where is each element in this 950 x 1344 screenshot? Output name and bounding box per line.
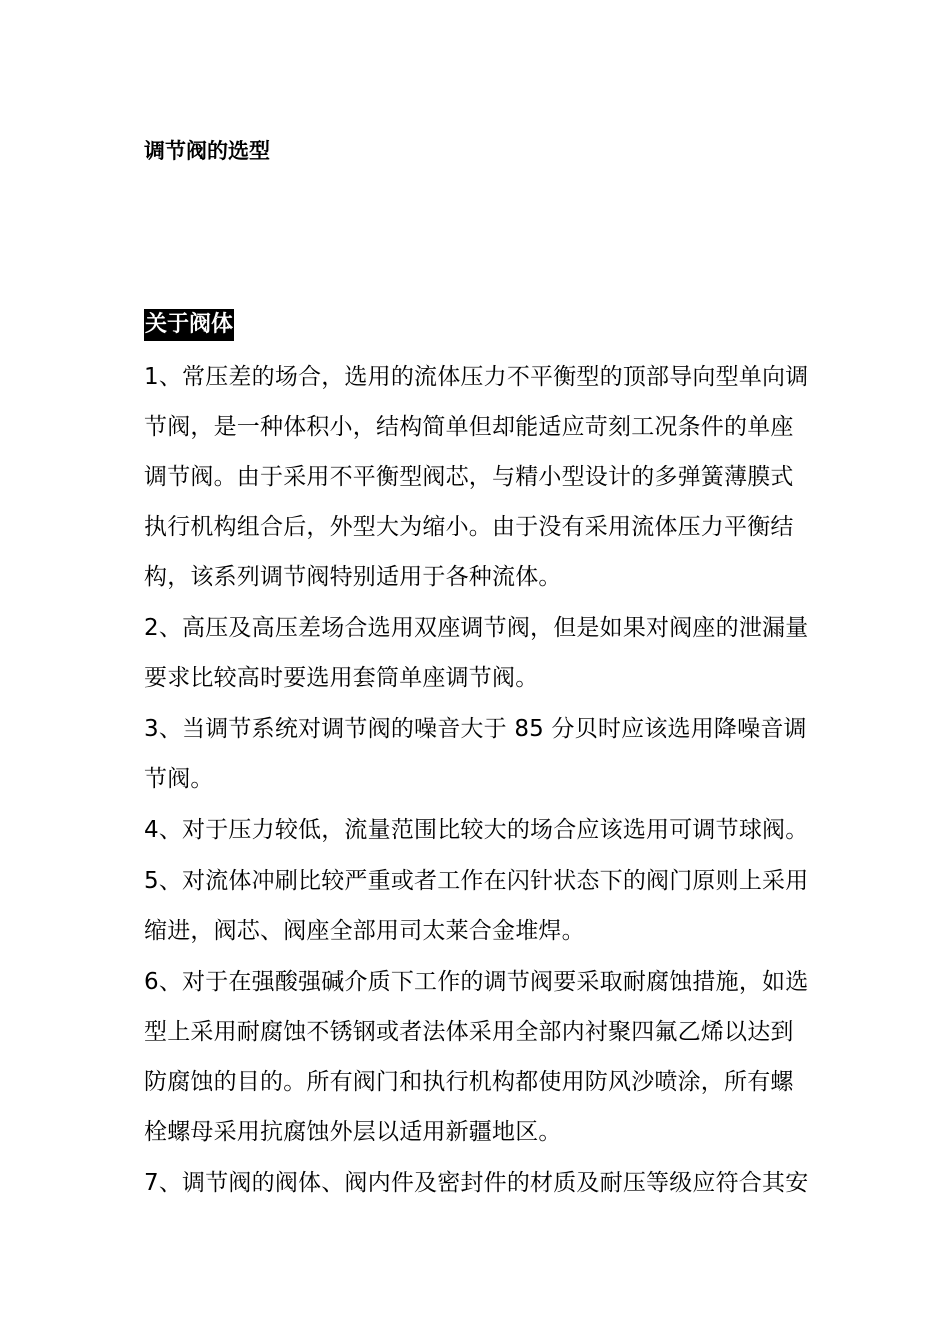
text-line: 4、对于压力较低，流量范围比较大的场合应该选用可调节球阀。	[144, 817, 809, 843]
text-line: 节阀，是一种体积小，结构简单但却能适应苛刻工况条件的单座	[144, 414, 794, 440]
paragraph-7	[144, 1158, 808, 1208]
paragraph-6	[144, 957, 808, 1157]
text-line: 执行机构组合后，外型大为缩小。由于没有采用流体压力平衡结	[144, 514, 794, 540]
text-line: 构，该系列调节阀特别适用于各种流体。	[144, 564, 562, 590]
paragraph-4	[144, 805, 808, 855]
text-line: 7、调节阀的阀体、阀内件及密封件的材质及耐压等级应符合其安	[144, 1170, 809, 1196]
text-line: 5、对流体冲刷比较严重或者工作在闪针状态下的阀门原则上采用	[144, 868, 809, 894]
text-line: 2、高压及高压差场合选用双座调节阀，但是如果对阀座的泄漏量	[144, 615, 809, 641]
text-line: 6、对于在强酸强碱介质下工作的调节阀要采取耐腐蚀措施，如选	[144, 969, 809, 995]
text-line: 防腐蚀的目的。所有阀门和执行机构都使用防风沙喷涂，所有螺	[144, 1069, 794, 1095]
paragraph-3	[144, 704, 808, 804]
text-line: 1、常压差的场合，选用的流体压力不平衡型的顶部导向型单向调	[144, 364, 809, 390]
text-line: 调节阀。由于采用不平衡型阀芯，与精小型设计的多弹簧薄膜式	[144, 464, 794, 490]
text-line: 节阀。	[144, 766, 214, 792]
text-line: 型上采用耐腐蚀不锈钢或者法体采用全部内衬聚四氟乙烯以达到	[144, 1019, 794, 1045]
paragraph-1	[144, 352, 808, 602]
document-body	[144, 352, 808, 1209]
text-line: 要求比较高时要选用套筒单座调节阀。	[144, 665, 539, 691]
text-line: 缩进，阀芯、阀座全部用司太莱合金堆焊。	[144, 918, 585, 944]
text-line: 栓螺母采用抗腐蚀外层以适用新疆地区。	[144, 1119, 562, 1145]
paragraph-2	[144, 603, 808, 703]
section-heading: 关于阀体	[144, 309, 234, 341]
text-line: 3、当调节系统对调节阀的噪音大于 85 分贝时应该选用降噪音调	[144, 716, 807, 742]
paragraph-5	[144, 856, 808, 956]
document-title: 调节阀的选型	[144, 139, 270, 163]
